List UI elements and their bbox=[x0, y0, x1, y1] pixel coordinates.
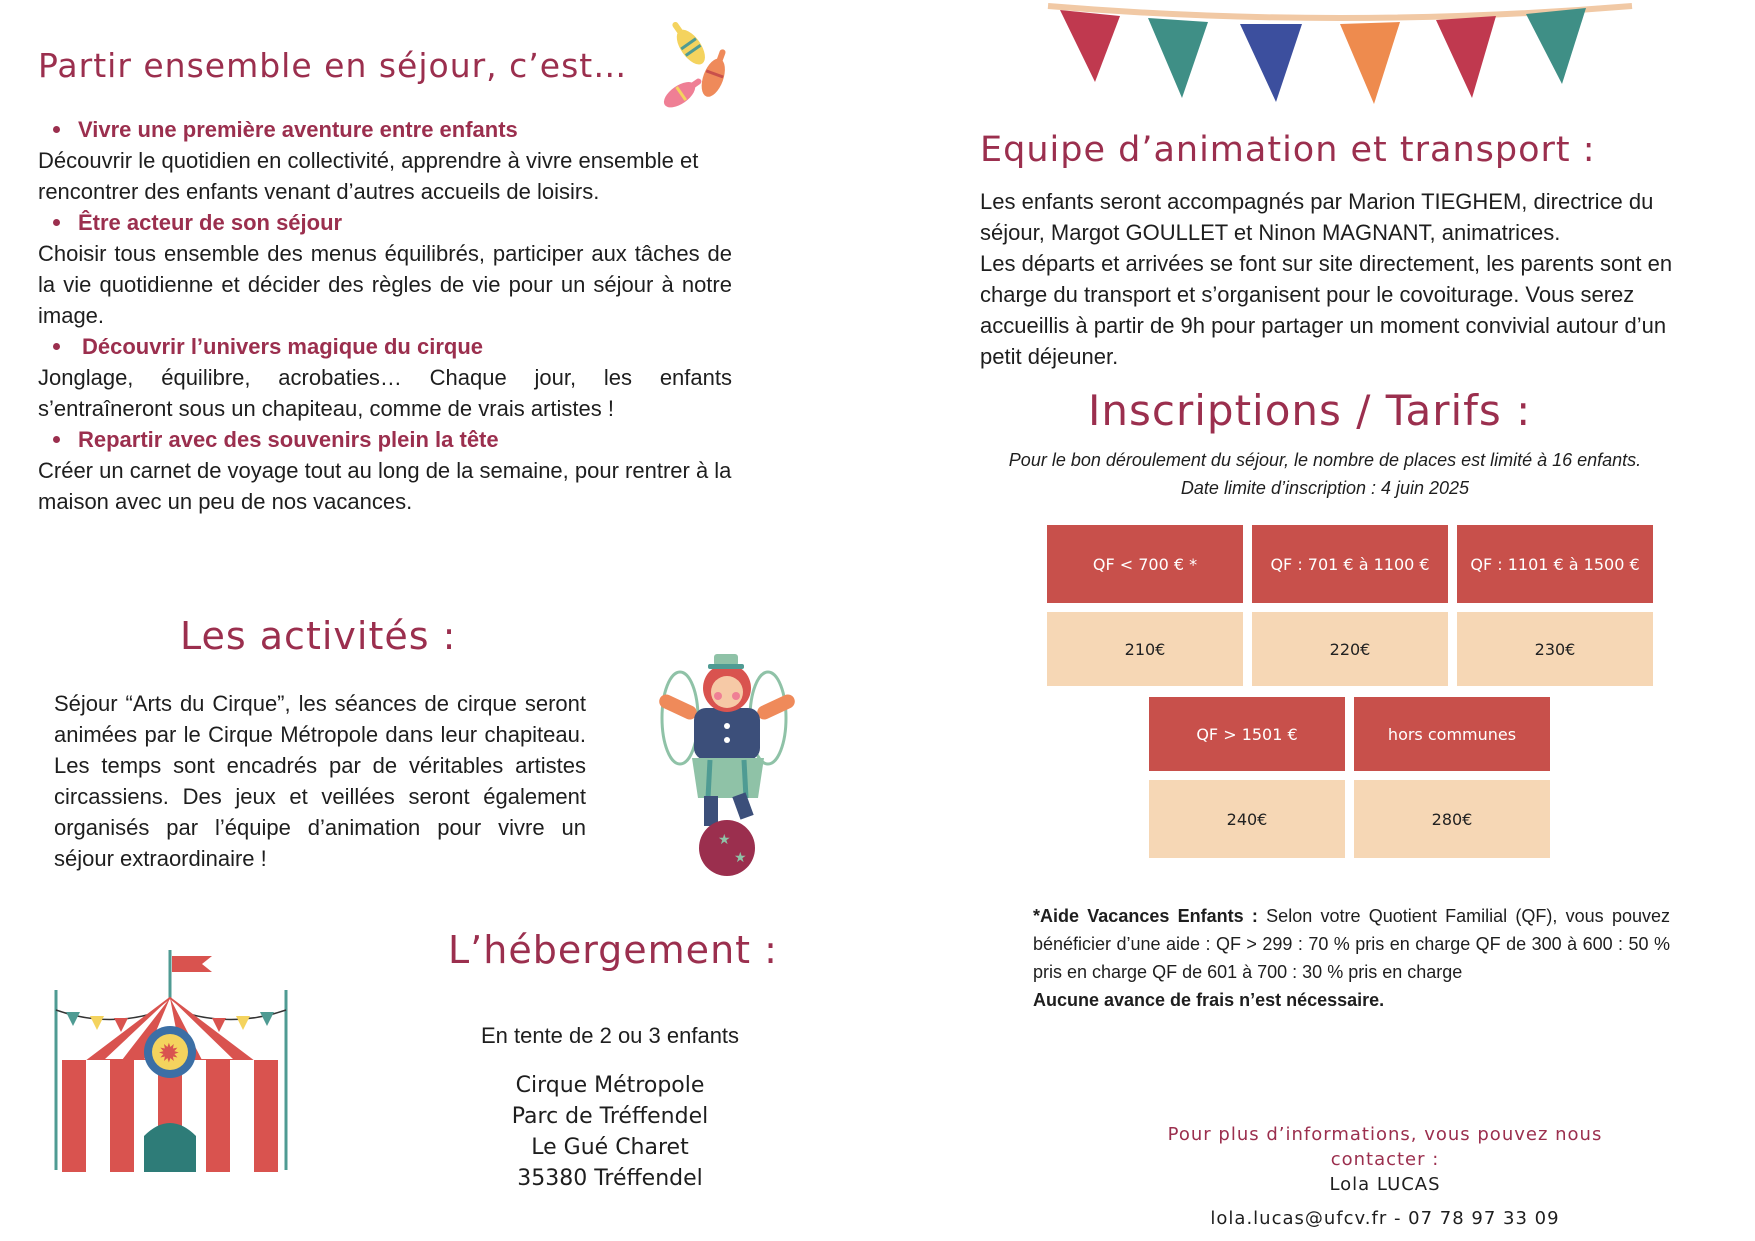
tariff-price: 240€ bbox=[1149, 780, 1345, 858]
aid-label: *Aide Vacances Enfants : bbox=[1033, 906, 1258, 926]
aid-note bbox=[1033, 902, 1670, 1014]
address-line: Le Gué Charet bbox=[531, 1135, 689, 1160]
intro-bullets bbox=[38, 114, 732, 517]
bullet-dot bbox=[53, 126, 60, 133]
bullet-title: Être acteur de son séjour bbox=[78, 210, 343, 235]
tariff-qf-label: QF : 701 € à 1100 € bbox=[1252, 525, 1448, 603]
team-title: Equipe d’animation et transport : bbox=[980, 130, 1596, 170]
address-block bbox=[460, 1070, 760, 1194]
clown-icon bbox=[648, 648, 808, 876]
lodging-text: En tente de 2 ou 3 enfants bbox=[480, 1023, 740, 1048]
bullet-text: Découvrir le quotidien en collectivité, apprendre à vivre ensemble et rencontrer des enfants venant d’autres accueils de loisirs. bbox=[38, 148, 699, 204]
tariff-qf-label: QF > 1501 € bbox=[1149, 697, 1345, 771]
svg-text:★: ★ bbox=[734, 850, 747, 866]
bullet-text: Choisir tous ensemble des menus équilibrés, participer aux tâches de la vie quotidienne et décider des règles de vie pour un séjour à notre image. bbox=[38, 241, 732, 328]
contact-details: lola.lucas@ufcv.fr - 07 78 97 33 09 bbox=[1210, 1208, 1560, 1229]
bullet-item bbox=[38, 114, 732, 207]
bullet-title: Découvrir l’univers magique du cirque bbox=[82, 334, 483, 359]
lodging-title: L’hébergement : bbox=[448, 928, 778, 972]
address-line: 35380 Tréffendel bbox=[517, 1166, 703, 1191]
tariff-price: 230€ bbox=[1457, 612, 1653, 686]
inscriptions-title: Inscriptions / Tarifs : bbox=[1088, 386, 1532, 435]
places-note: Pour le bon déroulement du séjour, le nombre de places est limité à 16 enfants. bbox=[1008, 450, 1642, 470]
intro-title: Partir ensemble en séjour, c’est… bbox=[38, 46, 628, 85]
bullet-dot bbox=[53, 436, 60, 443]
bullet-dot bbox=[53, 343, 60, 350]
tariff-price: 220€ bbox=[1252, 612, 1448, 686]
svg-text:✹: ✹ bbox=[158, 1039, 180, 1069]
svg-text:★: ★ bbox=[718, 832, 731, 848]
circus-tent-icon bbox=[52, 950, 292, 1180]
transport-text: Les départs et arrivées se font sur site directement, les parents sont en charge du transport et s’organisent pour le covoiturage. Vous serez accueillis à partir de 9h pour partager un moment convivial autour d’un petit déjeuner. bbox=[980, 251, 1673, 369]
deadline-note: Date limite d’inscription : 4 juin 2025 bbox=[1180, 478, 1470, 498]
contact-intro: Pour plus d’informations, vous pouvez nous contacter : bbox=[1167, 1124, 1603, 1170]
team-text: Les enfants seront accompagnés par Marion TIEGHEM, directrice du séjour, Margot GOULLET et Ninon MAGNANT, animatrices. bbox=[980, 189, 1654, 245]
team-text-block bbox=[980, 186, 1705, 372]
tariff-price: 210€ bbox=[1047, 612, 1243, 686]
aid-bold-note: Aucune avance de frais n’est nécessaire. bbox=[1033, 990, 1385, 1010]
bunting-garland bbox=[1040, 0, 1640, 120]
juggling-pins-icon bbox=[660, 8, 740, 120]
tariff-qf-label: hors communes bbox=[1354, 697, 1550, 771]
activities-title: Les activités : bbox=[180, 614, 457, 658]
tariff-qf-label: QF < 700 € * bbox=[1047, 525, 1243, 603]
bullet-item bbox=[38, 207, 732, 331]
bullet-title: Vivre une première aventure entre enfants bbox=[78, 117, 518, 142]
bullet-text: Jonglage, équilibre, acrobaties… Chaque jour, les enfants s’entraîneront sous un chapiteau, comme de vrais artistes ! bbox=[38, 365, 732, 421]
bullet-text: Créer un carnet de voyage tout au long de la semaine, pour rentrer à la maison avec un peu de nos vacances. bbox=[38, 458, 732, 514]
bullet-item bbox=[38, 331, 732, 424]
address-line: Parc de Tréffendel bbox=[511, 1104, 709, 1129]
activities-text: Séjour “Arts du Cirque”, les séances de cirque seront animées par le Cirque Métropole dans leur chapiteau. Les temps sont encadrés par de véritables artistes circassiens. Des jeux et veillées seront également organisés par l’équipe d’animation pour vivre un séjour extraordinaire ! bbox=[54, 691, 586, 871]
bullet-title: Repartir avec des souvenirs plein la tête bbox=[78, 427, 499, 452]
bullet-item bbox=[38, 424, 732, 517]
tariff-qf-label: QF : 1101 € à 1500 € bbox=[1457, 525, 1653, 603]
bullet-dot bbox=[53, 219, 60, 226]
address-line: Cirque Métropole bbox=[515, 1073, 705, 1098]
aid-text: Selon votre Quotient Familial (QF), vous pouvez bénéficier d’une aide : QF > 299 : 70 % pris en charge QF de 300 à 600 : 50 % pris en charge QF de 601 à 700 : 30 % pris en charge bbox=[1033, 906, 1670, 982]
contact-name: Lola LUCAS bbox=[1329, 1174, 1441, 1195]
tariff-price: 280€ bbox=[1354, 780, 1550, 858]
